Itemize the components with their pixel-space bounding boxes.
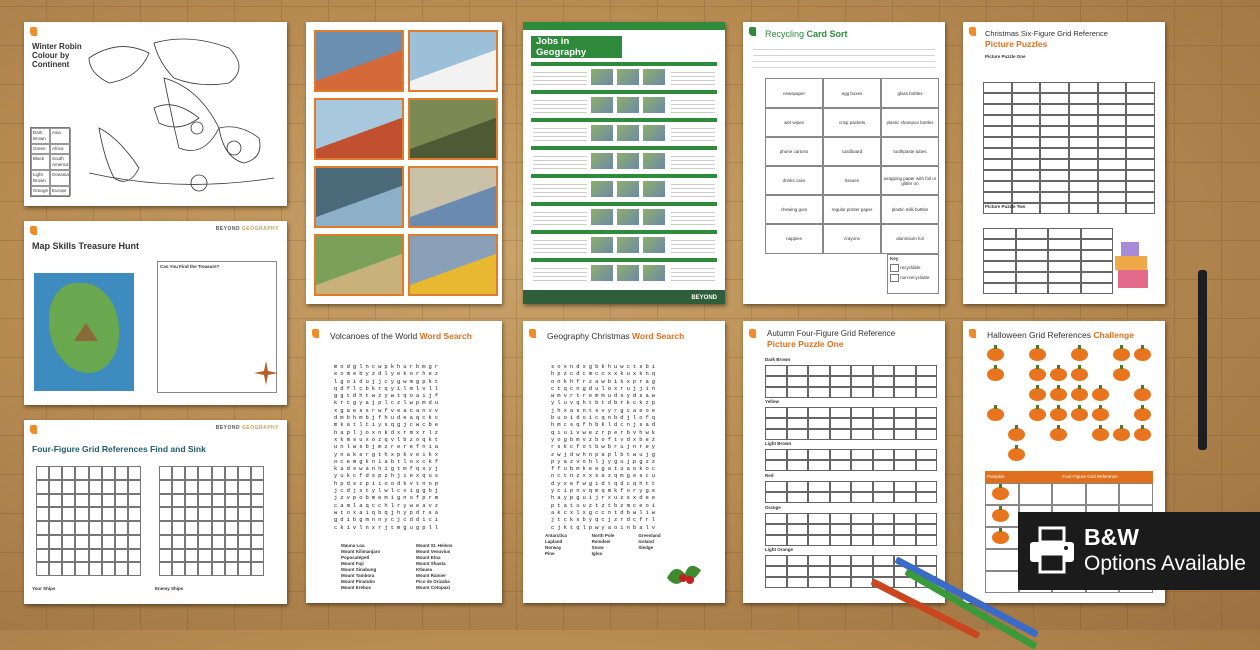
word-list-item: Mount Sinabung [341, 567, 377, 572]
jobs-title: Jobs in Geography [531, 36, 622, 58]
treasure-instructions: Can You Find the Treasure? [157, 261, 277, 393]
pumpkin-icon [1113, 348, 1130, 361]
robin-key: Dark Brown Asia Green Africa Black South America Light Brown Oceania Orange Europe [30, 127, 70, 197]
recycling-card[interactable]: plastic milk bottles [881, 194, 939, 225]
xmas-letter-grid: soxndxgbkhuwctsbi hpzcdcmccxxkuxknq onkhfrzawbikxprag ctqcngduloxrujjin wmvrtremmudsydsaw yluvqhtbtdbrkckzp jhxasntsvyrgcaeoe buoidoicqnbdjlofq hmcsqfhbkldcnjsad qiuivwezrperbvhwk yogbmvzboftvdxbez rskcfotbwbrujnrey zwjdwhnpaplbtwujg pyazvohljygujpgzz ffubmkeegatuaokoc nctnzxxsazqmgescu dyxefwgidtqdcqhtt ycipnvqmqmkforygs haypguijrxuzsxdee ptatuuztztbzmceoi akcxlxgccntdbwliw jtcksbyqcjzrdcfrl cjktqlpwyaoinbalv [551, 363, 659, 531]
christmas-title: Christmas Six-Figure Grid Reference [985, 29, 1108, 38]
recycling-card[interactable]: toothpaste tubes [881, 136, 939, 167]
word-list-item: Snow [591, 545, 604, 550]
autumn-title: Autumn Four-Figure Grid Reference [767, 329, 896, 338]
pumpkin-icon [1092, 388, 1109, 401]
brand-logo-icon [312, 329, 319, 338]
recycling-card[interactable]: regular printer paper [823, 194, 881, 225]
enemy-ships-grid [159, 466, 264, 576]
pumpkin-icon [1071, 388, 1088, 401]
pumpkin-icon [1113, 428, 1130, 441]
recycling-card[interactable]: crisp packets [823, 107, 881, 138]
word-list-item: Mount Vesuvius [416, 549, 451, 554]
word-list-item: Mount Kilimanjaro [341, 549, 381, 554]
job-photo-card [408, 98, 498, 160]
pumpkin-icon [1029, 348, 1046, 361]
recycling-title: Recycling Card Sort [765, 29, 848, 39]
word-list-item: Pine [545, 551, 555, 556]
recycling-card[interactable]: wet wipes [765, 107, 823, 138]
word-list-item: Iceland [638, 539, 654, 544]
word-list-item: Igloo [591, 551, 603, 556]
pumpkin-icon [1029, 388, 1046, 401]
word-list-item: Antarctica [545, 533, 568, 538]
autumn-grid-sheet[interactable] [743, 321, 945, 603]
word-list-item: Norway [545, 545, 562, 550]
job-photo-card [408, 30, 498, 92]
pumpkin-icon [1134, 408, 1151, 421]
autumn-section-label: Light Orange [765, 547, 793, 552]
word-list-item: Mount Rainier [416, 573, 446, 578]
badge-line-2: Options Available [1084, 552, 1246, 575]
word-list-item: Mauna Loa [341, 543, 365, 548]
recycling-card[interactable]: glass bottles [881, 78, 939, 109]
pumpkin-icon [987, 348, 1004, 361]
pumpkin-icon [1134, 388, 1151, 401]
brand-logo-icon [529, 329, 536, 338]
brand-label: BEYOND GEOGRAPHY [215, 425, 279, 431]
pumpkin-icon [1071, 368, 1088, 381]
puzzle-two-label: Picture Puzzle Two [985, 204, 1026, 209]
recycling-card[interactable]: egg boxes [823, 78, 881, 109]
pumpkin-icon [1029, 408, 1046, 421]
recycling-card[interactable]: crayons [823, 223, 881, 254]
pumpkin-icon [1071, 348, 1088, 361]
brand-label: BEYOND GEOGRAPHY [215, 226, 279, 232]
pumpkin-icon [1050, 408, 1067, 421]
brand-logo-icon [749, 27, 756, 36]
brand-logo-icon [969, 27, 976, 36]
recycling-card[interactable]: newspaper [765, 78, 823, 109]
christmas-subtitle: Picture Puzzles [985, 39, 1048, 49]
autumn-section-label: Dark Brown [765, 357, 791, 362]
word-list-item: Mount Pinatubo [341, 579, 375, 584]
recycling-card[interactable]: nappies [765, 223, 823, 254]
your-ships-grid [36, 466, 141, 576]
xmas-ws-title: Geography Christmas Word Search [547, 331, 685, 341]
recycling-card[interactable]: aluminium foil [881, 223, 939, 254]
xmas-word-list [545, 533, 685, 557]
jobs-footer-brand: BEYOND [691, 295, 717, 301]
puzzle-two-table [983, 228, 1113, 294]
pumpkin-icon [1134, 428, 1151, 441]
job-photo-card [314, 30, 404, 92]
job-photo-card [314, 98, 404, 160]
word-list-item: Mount Erebus [341, 585, 371, 590]
word-list-item: Sledge [638, 545, 654, 550]
recycling-card[interactable]: phone cartons [765, 136, 823, 167]
compass-rose-icon [254, 361, 278, 385]
brand-logo-icon [30, 425, 37, 434]
holly-icon [663, 556, 711, 592]
find-and-sink-sheet[interactable] [24, 420, 287, 604]
printer-icon [1028, 526, 1076, 576]
recycling-card[interactable]: wrapping paper with foil or glitter on [881, 165, 939, 196]
robin-colour-sheet[interactable] [24, 22, 287, 206]
pumpkin-icon [1008, 428, 1025, 441]
brand-logo-icon [30, 226, 37, 235]
bw-options-badge [1018, 512, 1260, 590]
brand-logo-icon [30, 27, 37, 36]
pumpkin-icon [1071, 408, 1088, 421]
enemy-ships-label: Enemy Ships [155, 586, 184, 591]
word-list-item: Mount Etna [416, 555, 441, 560]
recycling-card-sort-sheet[interactable] [743, 22, 945, 304]
autumn-subtitle: Picture Puzzle One [767, 339, 844, 349]
word-list-item: Mount Tambora [341, 573, 375, 578]
halloween-title: Halloween Grid References Challenge [987, 330, 1134, 340]
treasure-island-map [34, 273, 134, 391]
volcano-word-search-sheet[interactable] [306, 321, 502, 603]
pumpkin-icon [1092, 428, 1109, 441]
recycling-key: Key recyclable non-recyclable [887, 254, 939, 294]
pumpkin-icon [987, 408, 1004, 421]
pumpkin-icon [1029, 368, 1046, 381]
christmas-word-search-sheet[interactable] [523, 321, 725, 603]
robin-title: Winter Robin Colour by Continent [32, 42, 82, 69]
job-photo-card [408, 234, 498, 296]
autumn-section-label: Red [765, 473, 774, 478]
recycling-card[interactable]: plastic shampoo bottles [881, 107, 939, 138]
volcano-letter-grid: modglncwpkhurbmgr eomebyzdlyekorhez lgoidujjcygwmgpkt qdflcbkrqyilmlvll ggtdhtwzywtqoaijf krtgyajplczlwpmdu xgaessrwfveacanvv dmbhmbjfhudeaqckc mkatltiysqgjcwcbe hapljoxnkdxrmxrlz xkmsuxozqvlbzoqkt unlwsbjmzrerefnia ynakergthxpkveikx ocemgkniabtloxckf kadswanhigtmfqxyj yukcfdspzhjiexqus hpdszpiioodkvtnnp jcdjxtylwlcxiggbj jzvpobmemignofprm camlaqcchlryweavz wtoxaiqbqjhypdrsa gdibgmnnycjcddici ckivlnxrjtmgugpll [334, 363, 442, 531]
gift-boxes-icon [1115, 242, 1151, 290]
word-list-item: Kīlauea [416, 567, 433, 572]
your-ships-label: Your Ships [32, 586, 56, 591]
word-list-item: Mount Fuji [341, 561, 364, 566]
puzzle-one-label: Picture Puzzle One [985, 54, 1026, 59]
findsink-title: Four-Figure Grid References Find and Sink [32, 444, 206, 454]
pumpkin-icon [1092, 408, 1109, 421]
pumpkin-icon [1134, 348, 1151, 361]
job-photo-card [408, 166, 498, 228]
puzzle-one-table [983, 82, 1155, 214]
christmas-grid-sheet[interactable] [963, 22, 1165, 304]
word-list-item: North Pole [591, 533, 615, 538]
brand-logo-icon [749, 329, 756, 338]
volcano-title: Volcanoes of the World Word Search [330, 331, 472, 341]
recycling-card[interactable]: drinks cans [765, 165, 823, 196]
pumpkin-icon [1050, 368, 1067, 381]
word-list-item: Mount Cotopaxi [416, 585, 450, 590]
pumpkin-icon [1050, 388, 1067, 401]
autumn-section-label: Yellow [765, 399, 780, 404]
autumn-section-label: Light Brown [765, 441, 792, 446]
brand-logo-icon [969, 329, 976, 338]
job-photo-card [314, 166, 404, 228]
robin-outline-map-icon [79, 28, 284, 198]
volcano-word-list [341, 543, 491, 591]
pumpkin-icon [1050, 428, 1067, 441]
pen-icon [1198, 270, 1207, 450]
recycling-card[interactable]: chewing gum [765, 194, 823, 225]
treasure-title: Map Skills Treasure Hunt [32, 241, 140, 251]
pumpkin-icon [1113, 368, 1130, 381]
word-list-item: Mount St. Helens [416, 543, 453, 548]
word-list-item: Mount Shasta [416, 561, 446, 566]
jobs-photo-cards-sheet[interactable] [306, 22, 502, 304]
recycling-card[interactable]: cardboard [823, 136, 881, 167]
word-list-item: Reindeer [591, 539, 611, 544]
word-list-item: Greenland [638, 533, 661, 538]
badge-line-1: B&W [1084, 524, 1139, 550]
word-list-item: Pico de Orizaba [416, 579, 450, 584]
pumpkin-icon [987, 368, 1004, 381]
job-photo-card [314, 234, 404, 296]
treasure-hunt-sheet[interactable] [24, 221, 287, 405]
recycling-card[interactable]: tissues [823, 165, 881, 196]
halloween-table-header: Pumpkin Four-Figure Grid Reference [985, 471, 1153, 483]
jobs-in-geography-sheet[interactable] [523, 22, 725, 304]
word-list-item: Popocatépetl [341, 555, 370, 560]
pumpkin-icon [1008, 448, 1025, 461]
word-list-item: Lapland [545, 539, 563, 544]
autumn-section-label: Orange [765, 505, 781, 510]
pumpkin-grid [985, 347, 1153, 457]
